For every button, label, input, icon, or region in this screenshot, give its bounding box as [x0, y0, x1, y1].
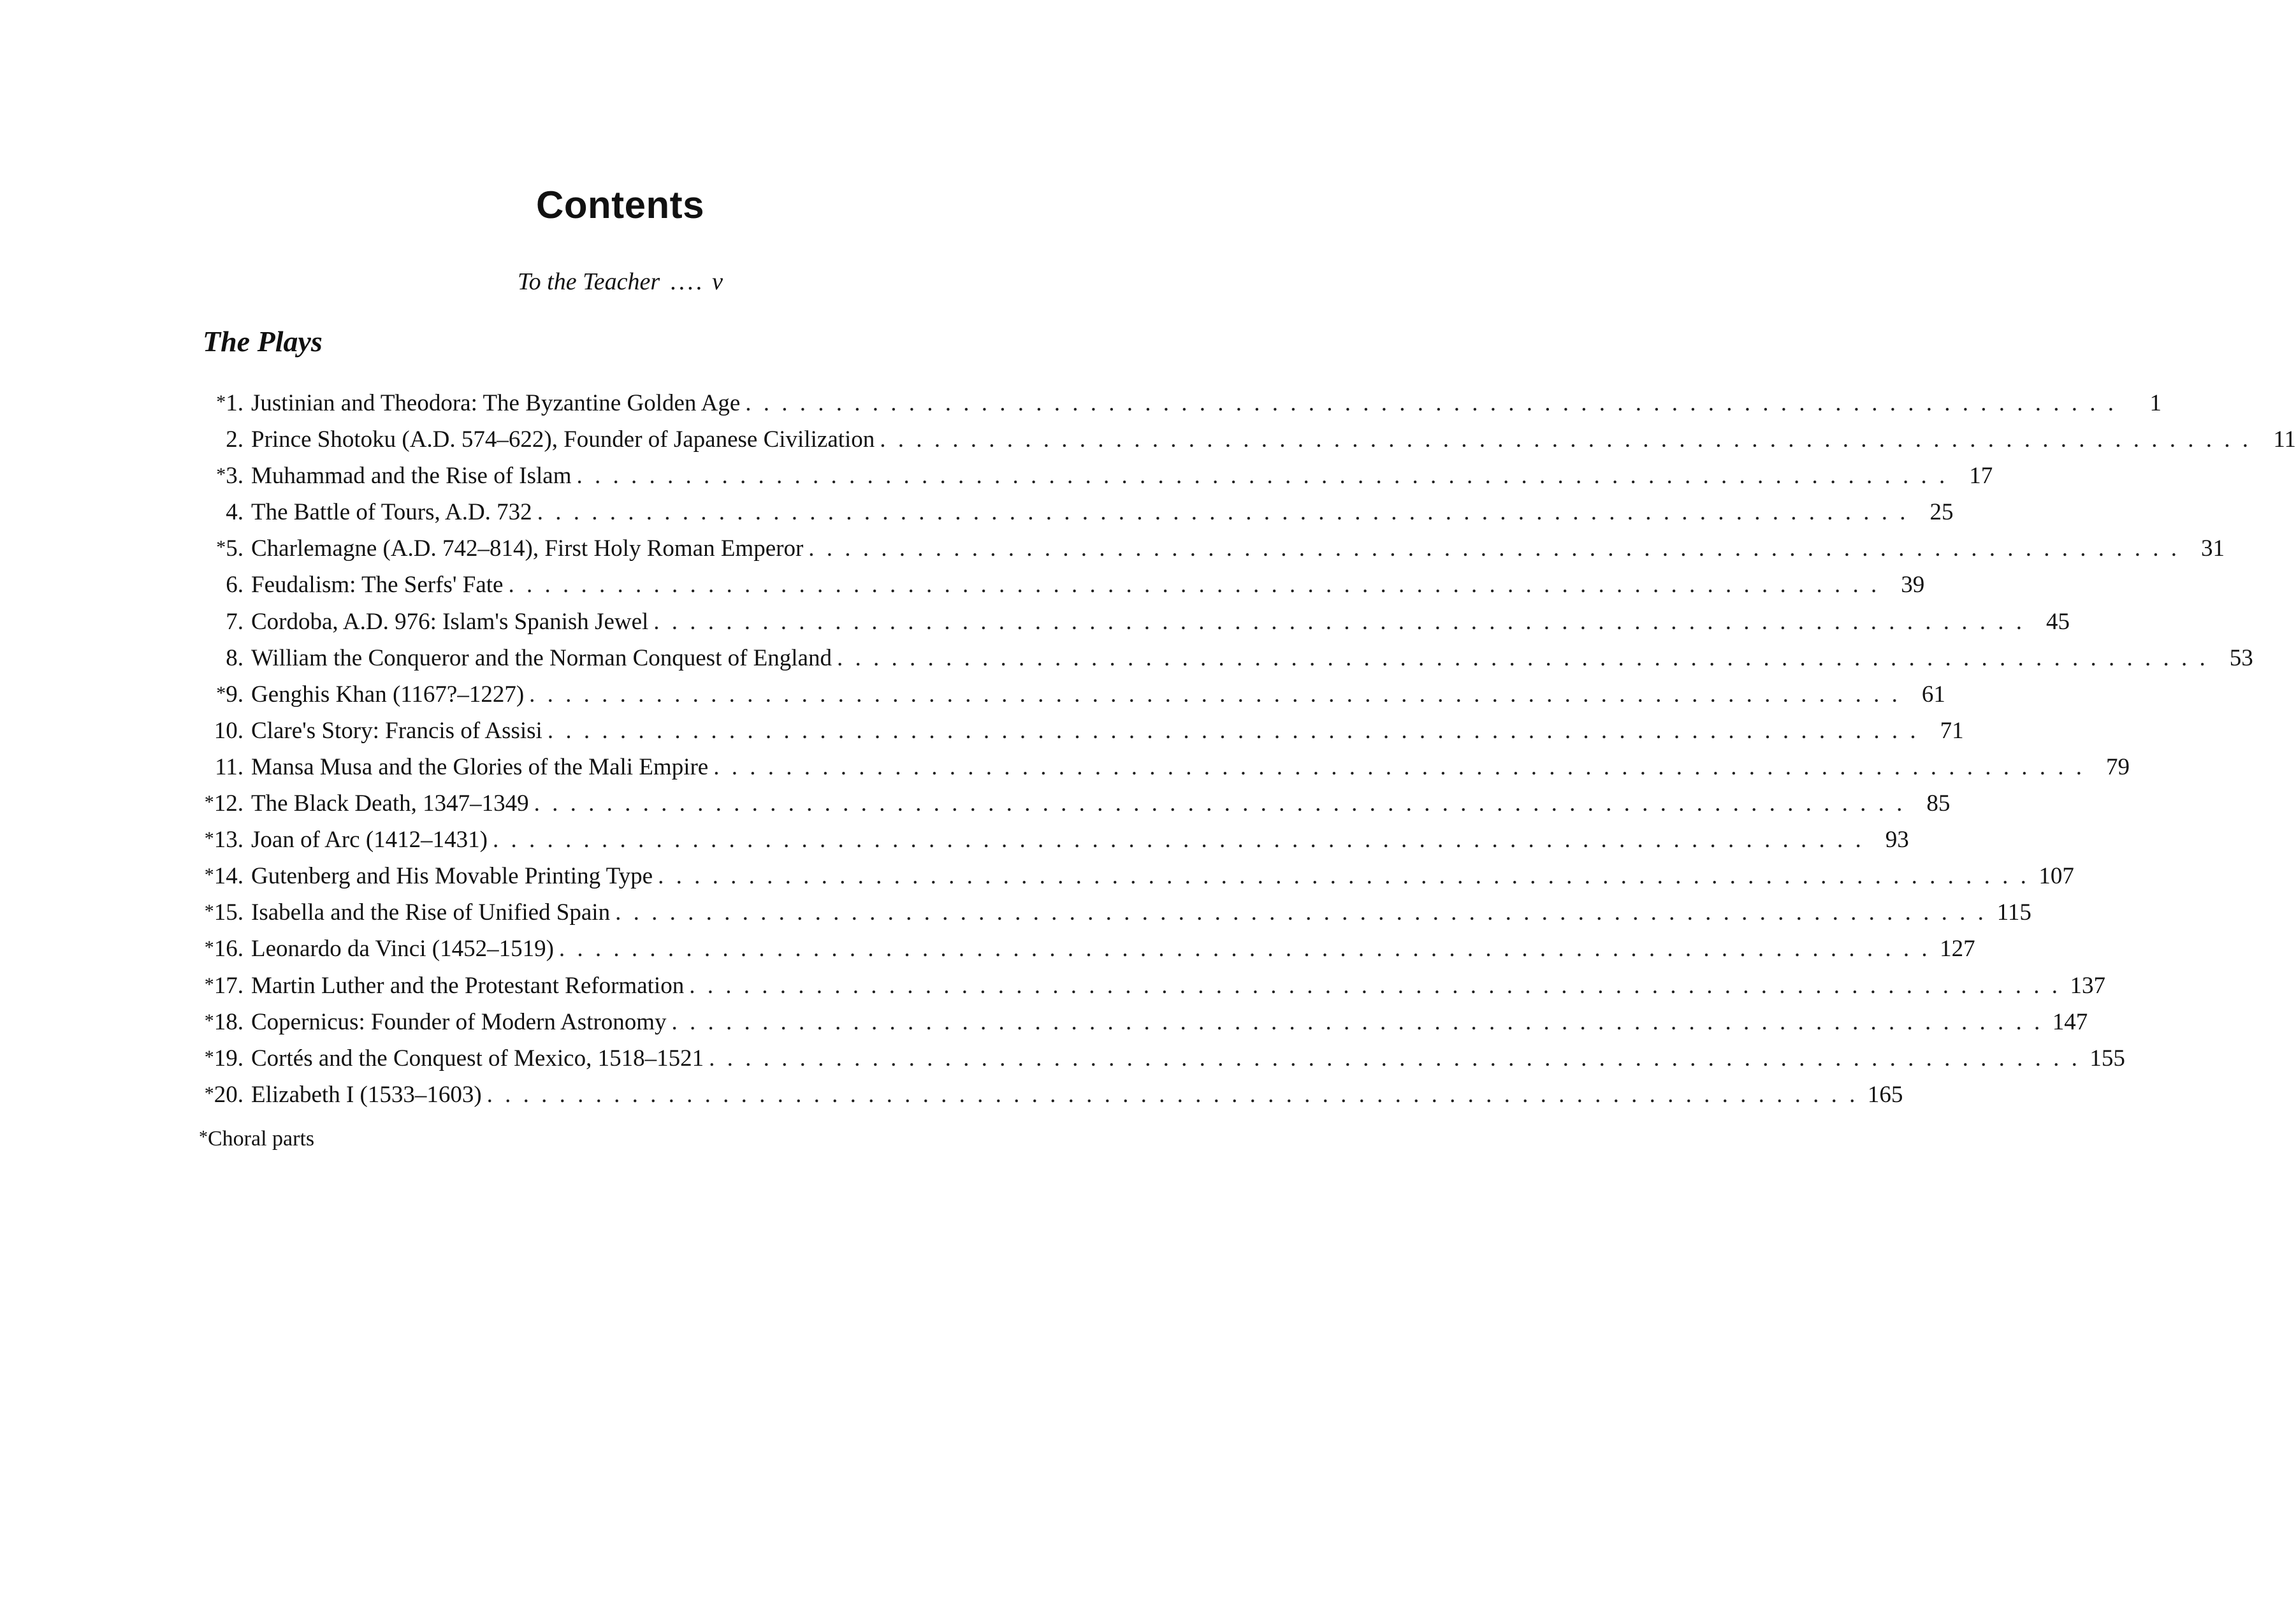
choral-star-marker: * [216, 682, 226, 704]
toc-entry[interactable] [195, 968, 2105, 1004]
toc-entry-number-text: 2. [226, 426, 243, 453]
toc-entry-title: The Black Death, 1347–1349 [251, 790, 529, 817]
toc-entry-page-number: 147 [2052, 1008, 2088, 1035]
toc-entry-page-number: 39 [1901, 572, 1925, 599]
toc-dot-leader: . . . . . . . . . . . . . . . . . . . . . . . . . . . . . . . . . . . . . . . . . . . . . . . . . . . . . . . . . . . . . . . . . . . . . . . . . . . . [547, 717, 1919, 744]
toc-entry-number [195, 785, 251, 823]
toc-entry-title: The Battle of Tours, A.D. 732 [251, 499, 532, 526]
toc-entry-title: Elizabeth I (1533–1603) [251, 1081, 482, 1108]
toc-dot-leader: . . . . . . . . . . . . . . . . . . . . . . . . . . . . . . . . . . . . . . . . . . . . . . . . . . . . . . . . . . . . . . . . . . . . . . . . . . . . [529, 681, 1901, 708]
toc-entry[interactable] [195, 640, 2253, 676]
toc-entry[interactable] [195, 713, 1964, 749]
toc-entry-number [195, 421, 251, 458]
toc-entry-title: William the Conqueror and the Norman Conquest of England [251, 644, 832, 671]
toc-entry-title: Genghis Khan (1167?–1227) [251, 681, 525, 708]
toc-entry-page-number: 165 [1867, 1081, 1903, 1108]
toc-entry-number-text: 17. [214, 972, 243, 999]
toc-entry-number-text: 7. [226, 608, 243, 635]
toc-entry-title: Clare's Story: Francis of Assisi [251, 717, 542, 744]
choral-star-marker: * [216, 464, 226, 486]
toc-entry-page-number: 71 [1940, 717, 1964, 744]
toc-entry-page-number: 155 [2089, 1045, 2125, 1071]
choral-star-marker: * [204, 828, 214, 850]
toc-entry[interactable] [195, 785, 1951, 822]
toc-entry-title: Copernicus: Founder of Modern Astronomy [251, 1008, 667, 1035]
toc-dot-leader: . . . . . . . . . . . . . . . . . . . . . . . . . . . . . . . . . . . . . . . . . . . . . . . . . . . . . . . . . . . . . . . . . . . . . . . . . . . . [486, 1081, 1859, 1108]
toc-entry-page-number: 107 [2038, 863, 2074, 890]
toc-dot-leader: . . . . . . . . . . . . . . . . . . . . . . . . . . . . . . . . . . . . . . . . . . . . . . . . . . . . . . . . . . . . . . . . . . . . . . . . . . . . [558, 936, 1931, 962]
toc-dot-leader: . . . . . . . . . . . . . . . . . . . . . . . . . . . . . . . . . . . . . . . . . . . . . . . . . . . . . . . . . . . . . . . . . . . . . . . . . . . . [689, 972, 2061, 999]
toc-entry-page-number: 137 [2070, 972, 2105, 999]
toc-entry-number [195, 385, 251, 423]
footnote-star: * [199, 1128, 208, 1147]
page-title: Contents [536, 184, 704, 226]
toc-entry[interactable] [195, 604, 2070, 640]
toc-entry-page-number: 53 [2229, 644, 2253, 671]
toc-dot-leader: . . . . . . . . . . . . . . . . . . . . . . . . . . . . . . . . . . . . . . . . . . . . . . . . . . . . . . . . . . . . . . . . . . . . . . . . . . . . [653, 608, 2026, 635]
toc-dot-leader: . . . . . . . . . . . . . . . . . . . . . . . . . . . . . . . . . . . . . . . . . . . . . . . . . . . . . . . . . . . . . . . . . . . . . . . . . . . . [615, 899, 1987, 926]
toc-dot-leader: . . . . . . . . . . . . . . . . . . . . . . . . . . . . . . . . . . . . . . . . . . . . . . . . . . . . . . . . . . . . . . . . . . . . . . . . . . . . [745, 390, 2117, 416]
toc-entry-number-text: 14. [214, 863, 243, 890]
toc-entry[interactable] [195, 676, 1945, 713]
toc-entry-number [195, 822, 251, 859]
section-heading-the-plays: The Plays [203, 325, 323, 358]
toc-entry-title: Martin Luther and the Protestant Reformation [251, 972, 685, 999]
choral-star-marker: * [204, 901, 214, 922]
toc-dot-leader: . . . . . . . . . . . . . . . . . . . . . . . . . . . . . . . . . . . . . . . . . . . . . . . . . . . . . . . . . . . . . . . . . . . . . . . . . . . . [709, 1045, 2081, 1071]
toc-entry-title: Charlemagne (A.D. 742–814), First Holy Roman Emperor [251, 535, 804, 562]
to-the-teacher-label: To the Teacher [518, 268, 660, 295]
toc-entry-title: Prince Shotoku (A.D. 574–622), Founder of Japanese Civilization [251, 426, 875, 453]
toc-entry-number-text: 18. [214, 1008, 243, 1035]
toc-entry-number [195, 713, 251, 749]
choral-star-marker: * [216, 391, 226, 412]
toc-entry-number [195, 494, 251, 530]
toc-entry-number [195, 749, 251, 785]
toc-entry-number-text: 19. [214, 1045, 243, 1071]
toc-entry-title: Mansa Musa and the Glories of the Mali Empire [251, 753, 709, 780]
toc-entry-title: Gutenberg and His Movable Printing Type [251, 863, 653, 890]
toc-dot-leader: . . . . . . . . . . . . . . . . . . . . . . . . . . . . . . . . . . . . . . . . . . . . . . . . . . . . . . . . . . . . . . . . . . . . . . . . . . . . [576, 463, 1949, 490]
toc-entry-page-number: 79 [2105, 753, 2130, 780]
toc-entry-page-number: 85 [1926, 790, 1951, 817]
toc-entry[interactable] [195, 530, 2225, 567]
toc-entry-number-text: 1. [226, 390, 243, 416]
toc-entry-number [195, 458, 251, 495]
toc-entry-page-number: 11 [2273, 426, 2296, 453]
toc-entry-number-text: 8. [226, 644, 243, 671]
toc-dot-leader: . . . . . . . . . . . . . . . . . . . . . . . . . . . . . . . . . . . . . . . . . . . . . . . . . . . . . . . . . . . . . . . . . . . . . . . . . . . . [537, 499, 1909, 526]
toc-entry-number-text: 11. [215, 753, 243, 780]
choral-star-marker: * [204, 937, 214, 959]
toc-entry-number-text: 13. [214, 827, 243, 853]
toc-entry-number [195, 858, 251, 896]
toc-entry[interactable] [195, 931, 1975, 967]
to-the-teacher-page: v [712, 268, 723, 295]
toc-entry-number [195, 676, 251, 714]
toc-entry[interactable] [195, 494, 1954, 530]
toc-dot-leader: . . . . . . . . . . . . . . . . . . . . . . . . . . . . . . . . . . . . . . . . . . . . . . . . . . . . . . . . . . . . . . . . . . . . . . . . . . . . [713, 753, 2085, 780]
toc-entry-number-text: 10. [214, 717, 243, 744]
toc-entry-number [195, 931, 251, 968]
toc-entry[interactable] [195, 1040, 2125, 1077]
choral-star-marker: * [204, 1046, 214, 1068]
toc-entry-page-number: 31 [2201, 535, 2225, 562]
to-the-teacher-dots: .... [670, 268, 705, 295]
toc-entry-number-text: 15. [214, 899, 243, 926]
toc-entry-number-text: 5. [226, 535, 243, 562]
toc-entry-title: Cordoba, A.D. 976: Islam's Spanish Jewel [251, 608, 649, 635]
toc-entry-number [195, 1040, 251, 1078]
toc-entry[interactable] [195, 421, 2296, 458]
toc-entry[interactable] [195, 858, 2074, 894]
toc-entry-title: Muhammad and the Rise of Islam [251, 463, 572, 490]
toc-dot-leader: . . . . . . . . . . . . . . . . . . . . . . . . . . . . . . . . . . . . . . . . . . . . . . . . . . . . . . . . . . . . . . . . . . . . . . . . . . . . [808, 535, 2181, 562]
toc-entry[interactable] [195, 749, 2130, 785]
choral-star-marker: * [204, 792, 214, 813]
toc-entry-title: Feudalism: The Serfs' Fate [251, 572, 504, 599]
footnote-text: Choral parts [208, 1127, 315, 1151]
toc-entry[interactable] [195, 1077, 1903, 1113]
toc-entry-page-number: 45 [2046, 608, 2070, 635]
to-the-teacher-line[interactable] [0, 266, 1240, 297]
choral-star-marker: * [204, 1082, 214, 1104]
toc-entry-title: Isabella and the Rise of Unified Spain [251, 899, 611, 926]
choral-star-marker: * [204, 864, 214, 886]
toc-entry-number-text: 4. [226, 499, 243, 526]
toc-entry-number [195, 640, 251, 676]
choral-star-marker: * [204, 973, 214, 995]
toc-entry[interactable] [195, 385, 2162, 421]
toc-entry-page-number: 25 [1929, 499, 1954, 526]
toc-entry[interactable] [195, 822, 1909, 858]
toc-entry-number-text: 16. [214, 936, 243, 962]
toc-entry-page-number: 17 [1969, 463, 1993, 490]
toc-entry-number [195, 894, 251, 932]
toc-dot-leader: . . . . . . . . . . . . . . . . . . . . . . . . . . . . . . . . . . . . . . . . . . . . . . . . . . . . . . . . . . . . . . . . . . . . . . . . . . . . [492, 827, 1864, 853]
toc-entry-number-text: 20. [214, 1081, 243, 1108]
toc-dot-leader: . . . . . . . . . . . . . . . . . . . . . . . . . . . . . . . . . . . . . . . . . . . . . . . . . . . . . . . . . . . . . . . . . . . . . . . . . . . . [534, 790, 1906, 817]
toc-entry-number-text: 9. [226, 681, 243, 708]
toc-entry-title: Leonardo da Vinci (1452–1519) [251, 936, 554, 962]
toc-entry-title: Justinian and Theodora: The Byzantine Golden Age [251, 390, 741, 416]
toc-entry-number-text: 6. [226, 572, 243, 599]
toc-dot-leader: . . . . . . . . . . . . . . . . . . . . . . . . . . . . . . . . . . . . . . . . . . . . . . . . . . . . . . . . . . . . . . . . . . . . . . . . . . . . [880, 426, 2252, 453]
toc-entry[interactable] [195, 567, 1925, 603]
toc-entry[interactable] [195, 1004, 2088, 1040]
toc-entry-page-number: 61 [1921, 681, 1945, 708]
toc-entry-page-number: 115 [1996, 899, 2031, 926]
toc-entry-number-text: 3. [226, 463, 243, 490]
footnote [199, 1125, 314, 1154]
toc-entry-number [195, 604, 251, 640]
choral-star-marker: * [216, 537, 226, 558]
toc-entry-number [195, 530, 251, 568]
toc-dot-leader: . . . . . . . . . . . . . . . . . . . . . . . . . . . . . . . . . . . . . . . . . . . . . . . . . . . . . . . . . . . . . . . . . . . . . . . . . . . . [671, 1008, 2044, 1035]
toc-entry[interactable] [195, 458, 1993, 494]
toc-dot-leader: . . . . . . . . . . . . . . . . . . . . . . . . . . . . . . . . . . . . . . . . . . . . . . . . . . . . . . . . . . . . . . . . . . . . . . . . . . . . [836, 644, 2209, 671]
toc-entry-number [195, 567, 251, 603]
toc-entry-page-number: 1 [2149, 390, 2162, 416]
table-of-contents [195, 385, 2296, 1113]
toc-entry-number [195, 968, 251, 1005]
toc-entry-number [195, 1077, 251, 1114]
toc-entry-page-number: 93 [1885, 827, 1909, 853]
toc-entry-number [195, 1004, 251, 1042]
toc-dot-leader: . . . . . . . . . . . . . . . . . . . . . . . . . . . . . . . . . . . . . . . . . . . . . . . . . . . . . . . . . . . . . . . . . . . . . . . . . . . . [658, 863, 2030, 890]
toc-entry-number-text: 12. [214, 790, 243, 817]
toc-entry[interactable] [195, 894, 2031, 931]
toc-entry-title: Cortés and the Conquest of Mexico, 1518–1521 [251, 1045, 704, 1071]
choral-star-marker: * [204, 1010, 214, 1031]
toc-entry-page-number: 127 [1940, 936, 1975, 962]
toc-entry-title: Joan of Arc (1412–1431) [251, 827, 488, 853]
toc-dot-leader: . . . . . . . . . . . . . . . . . . . . . . . . . . . . . . . . . . . . . . . . . . . . . . . . . . . . . . . . . . . . . . . . . . . . . . . . . . . . [508, 572, 1880, 599]
